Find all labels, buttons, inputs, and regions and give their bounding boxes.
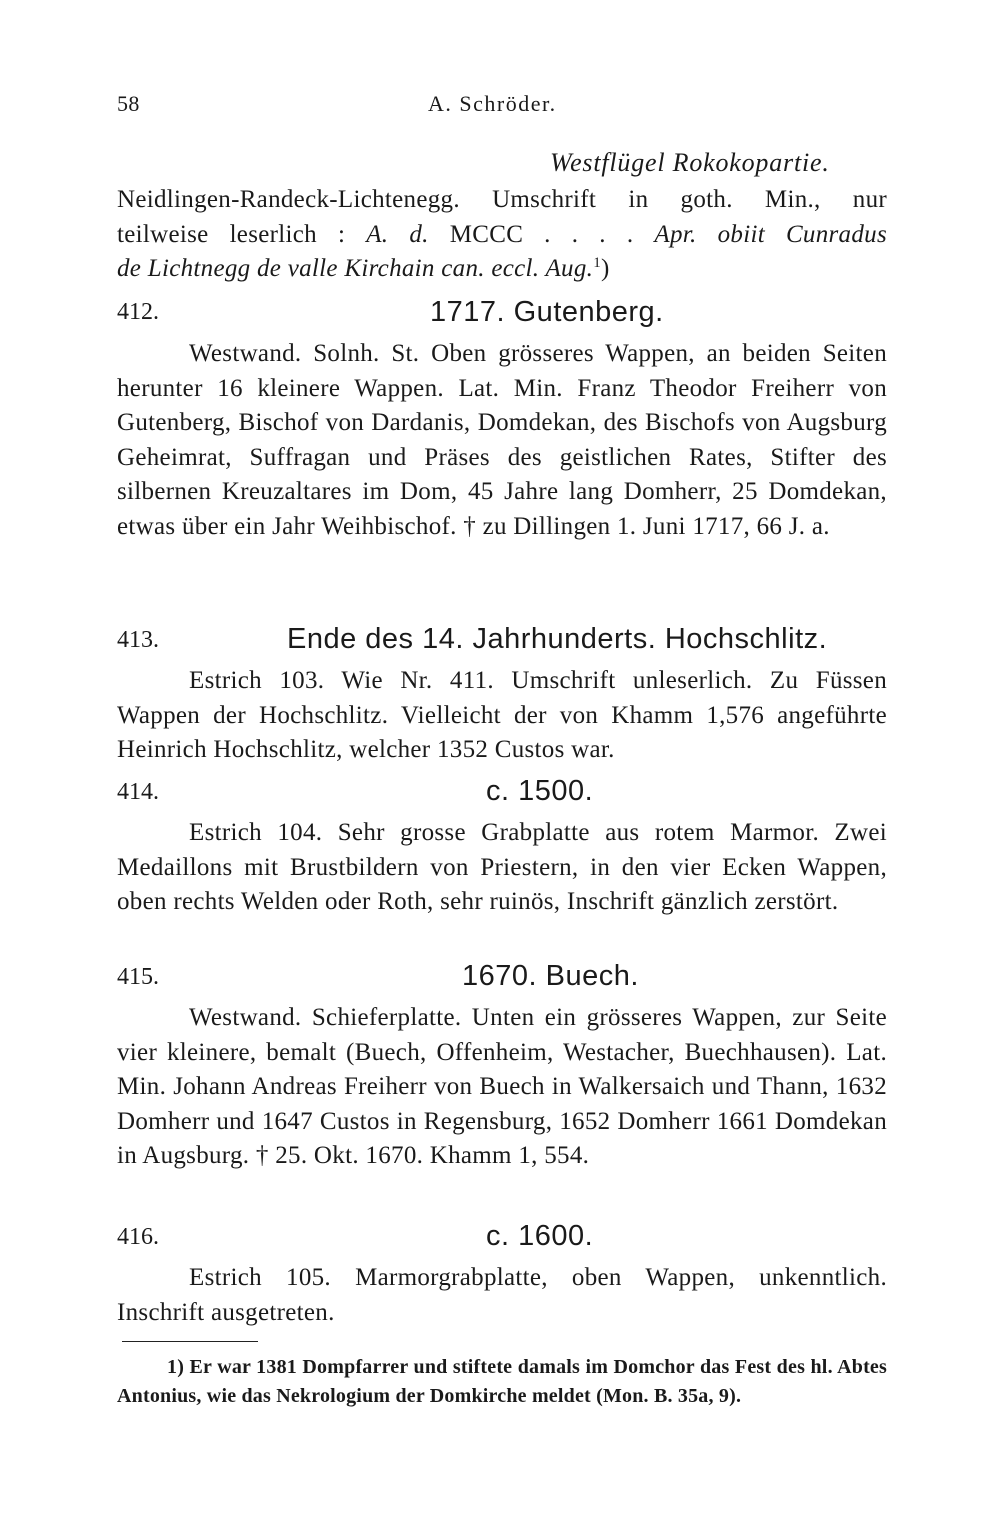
entry-title: Ende des 14. Jahrhunderts. Hochschlitz. [287,623,828,655]
footnote-text: Er war 1381 Dompfarrer und stiftete damals im Domchor das Fest des hl. Abtes Antonius, wie das Nekrologium der Domkirche meldet (Mon. B. 35a, 9). [117,1356,887,1407]
entry-number: 413. [117,627,159,653]
entry-411-line-1: Neidlingen-Randeck-Lichtenegg. Umschrift in goth. Min., nur [117,186,887,213]
page-number: 58 [117,91,140,116]
entry-number: 414. [117,779,159,805]
footnote [117,1353,887,1411]
section-heading-westfluegel: Westflügel Rokokopartie. [550,148,830,177]
entry-411-line-2 [117,218,887,253]
running-title: A. Schröder. [428,91,557,116]
closing-paren: ) [601,255,610,282]
footnote-marker: 1) [167,1356,185,1378]
entry-text [117,337,887,544]
entry-411-text [117,183,887,287]
entry-body: Estrich 103. Wie Nr. 411. Umschrift unleserlich. Zu Füssen Wappen der Hochschlitz. Vielleicht der von Khamm 1,576 angeführte Heinrich Hochschlitz, welcher 1352 Custos war. [117,667,887,763]
entry-411-line-3-text: de Lichtnegg de valle Kirchain can. eccl. Aug. [117,255,594,282]
footnote-reference: 1 [593,255,601,271]
entry-body: Westwand. Solnh. St. Oben grösseres Wappen, an beiden Seiten herunter 16 kleinere Wappen. Lat. Min. Franz Theodor Freiherr von Gutenberg, Bischof von Dardanis, Domdekan, des Bischofs von Augsburg Geheimrat, Suffragan und Präses des geistlichen Rates, Stifter des silbernen Kreuzaltares im Dom, 45 Jahre lang Domherr, 25 Domdekan, etwas über ein Jahr Weihbischof. † zu Dillingen 1. Juni 1717, 66 J. a. [117,340,887,540]
entry-title: 1670. Buech. [462,960,639,992]
footnote-divider [122,1341,258,1342]
entry-number: 415. [117,964,159,990]
entry-411-line-3 [117,252,887,287]
entry-number: 412. [117,299,159,325]
entry-title: c. 1600. [486,1220,594,1252]
entry-body: Estrich 104. Sehr grosse Grabplatte aus rotem Marmor. Zwei Medaillons mit Brustbildern von Priestern, in den vier Ecken Wappen, oben rechts Welden oder Roth, sehr ruinös, Inschrift gänzlich zerstört. [117,819,887,915]
inscription-mccc: MCCC . . . . [449,220,655,248]
entry-text [117,664,887,768]
entry-title: 1717. Gutenberg. [430,296,664,328]
entry-text [117,1261,887,1330]
entry-number: 416. [117,1224,159,1250]
entry-411-line-2-start: teilweise leserlich : [117,220,367,248]
inscription-apr: Apr. obiit Cunradus [654,220,887,248]
inscription-ad: A. d. [366,220,450,248]
entry-body: Westwand. Schieferplatte. Unten ein grösseres Wappen, zur Seite vier kleinere, bemalt (Buech, Offenheim, Westacher, Buechhausen). Lat. Min. Johann Andreas Freiherr von Buech in Walkersaich und Thann, 1632 Domherr und 1647 Custos in Regensburg, 1652 Domherr 1661 Domdekan in Augsburg. † 25. Okt. 1670. Khamm 1, 554. [117,1004,887,1169]
entry-text [117,816,887,920]
entry-title: c. 1500. [486,775,594,807]
entry-body: Estrich 105. Marmorgrabplatte, oben Wappen, unkenntlich. Inschrift ausgetreten. [117,1264,887,1326]
entry-text [117,1001,887,1174]
